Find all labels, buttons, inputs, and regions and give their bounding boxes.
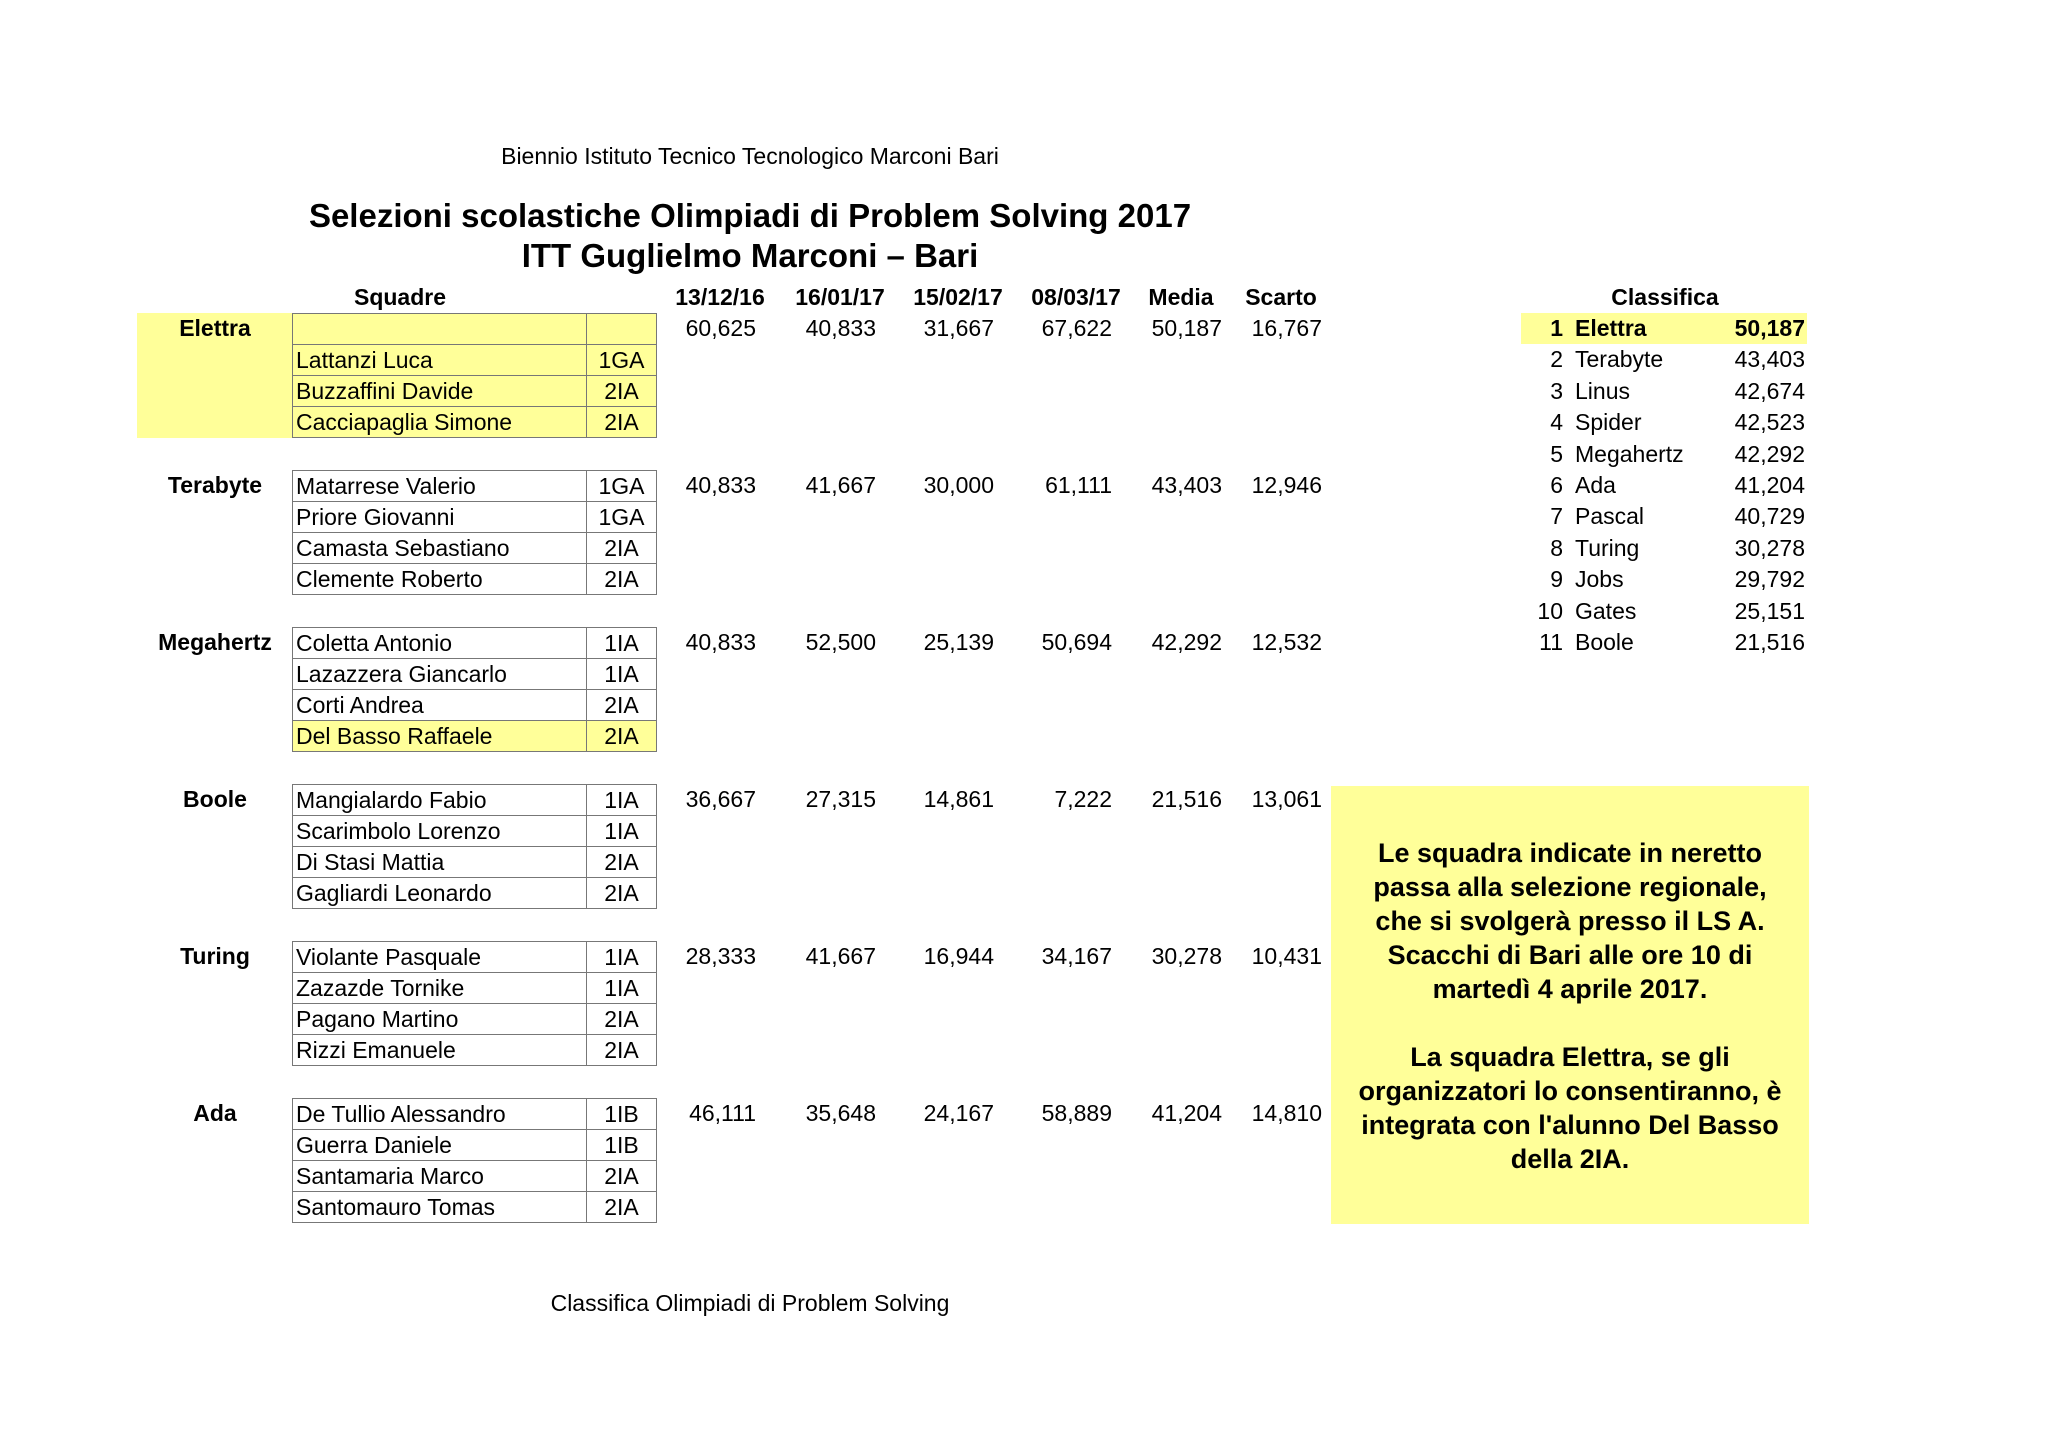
ranking-team: Pascal	[1575, 503, 1645, 530]
member-name: Del Basso Raffaele	[293, 721, 587, 752]
team-score: 34,167	[1041, 943, 1112, 969]
ranking-score: 21,516	[1734, 629, 1805, 655]
ranking-score: 25,151	[1734, 597, 1805, 624]
member-class: 1GA	[587, 471, 657, 502]
team-score: 30,000	[923, 472, 994, 498]
member-row	[293, 533, 657, 564]
member-name	[293, 314, 587, 345]
team-members-table	[292, 941, 657, 1066]
team-name: Turing	[180, 943, 250, 969]
member-name: Zazazde Tornike	[293, 973, 587, 1004]
team-score: 58,889	[1041, 1100, 1112, 1126]
team-score: 36,667	[685, 786, 756, 812]
member-name: Cacciapaglia Simone	[293, 407, 587, 438]
member-class: 1IB	[587, 1130, 657, 1161]
ranking-team: Megahertz	[1575, 440, 1684, 467]
member-row	[293, 1130, 657, 1161]
member-class: 2IA	[587, 533, 657, 564]
ranking-position: 11	[1539, 629, 1563, 655]
team-score: 46,111	[689, 1100, 756, 1126]
ranking-team: Jobs	[1575, 566, 1624, 593]
member-row	[293, 973, 657, 1004]
member-class: 1IA	[587, 973, 657, 1004]
member-name: Scarimbolo Lorenzo	[293, 816, 587, 847]
col-header-date-3: 15/02/17	[913, 284, 1003, 310]
team-name: Ada	[193, 1100, 237, 1126]
member-row	[293, 345, 657, 376]
member-class: 2IA	[587, 564, 657, 595]
member-class: 2IA	[587, 407, 657, 438]
team-score: 61,111	[1045, 472, 1112, 498]
member-row	[293, 847, 657, 878]
member-class: 1IA	[587, 785, 657, 816]
ranking-row	[1521, 501, 1807, 532]
team-score: 7,222	[1054, 786, 1112, 812]
team-scarto: 13,061	[1251, 786, 1322, 812]
team-score: 14,861	[923, 786, 994, 812]
team-score: 25,139	[923, 629, 994, 655]
team-score: 16,944	[923, 943, 994, 969]
note-paragraph-regional: Le squadra indicate in neretto passa alla selezione regionale, che si svolgerà presso il LS A. Scacchi di Bari alle ore 10 di martedì 4 aprile 2017.	[1373, 838, 1767, 1004]
col-header-date-2: 16/01/17	[795, 284, 885, 310]
ranking-score: 42,292	[1734, 440, 1805, 467]
page-subtitle: ITT Guglielmo Marconi – Bari	[521, 237, 979, 274]
member-row	[293, 628, 657, 659]
member-name: De Tullio Alessandro	[293, 1099, 587, 1130]
team-score: 40,833	[805, 315, 876, 341]
col-header-date-4: 08/03/17	[1031, 284, 1121, 310]
member-name: Priore Giovanni	[293, 502, 587, 533]
member-class: 2IA	[587, 721, 657, 752]
team-media: 21,516	[1151, 786, 1222, 812]
ranking-row	[1521, 470, 1807, 501]
member-name: Di Stasi Mattia	[293, 847, 587, 878]
member-class: 2IA	[587, 1192, 657, 1223]
member-name: Coletta Antonio	[293, 628, 587, 659]
ranking-row	[1521, 564, 1807, 595]
team-score: 52,500	[805, 629, 876, 655]
team-score: 50,694	[1041, 629, 1112, 655]
team-members-table	[292, 784, 657, 909]
member-name: Buzzaffini Davide	[293, 376, 587, 407]
team-scarto: 12,946	[1251, 472, 1322, 498]
member-row	[293, 376, 657, 407]
ranking-position: 9	[1550, 566, 1563, 593]
team-scarto: 14,810	[1251, 1100, 1322, 1126]
ranking-position: 8	[1550, 534, 1563, 561]
ranking-team: Boole	[1575, 629, 1634, 655]
member-name: Lazazzera Giancarlo	[293, 659, 587, 690]
ranking-position: 7	[1550, 503, 1563, 530]
member-row	[293, 942, 657, 973]
ranking-team: Elettra	[1575, 315, 1647, 341]
member-name: Pagano Martino	[293, 1004, 587, 1035]
team-score: 35,648	[805, 1100, 876, 1126]
member-row	[293, 314, 657, 345]
member-name: Santomauro Tomas	[293, 1192, 587, 1223]
member-class: 2IA	[587, 1035, 657, 1066]
team-scarto: 16,767	[1251, 315, 1322, 341]
member-class: 1GA	[587, 502, 657, 533]
ranking-position: 5	[1550, 440, 1563, 467]
member-name: Matarrese Valerio	[293, 471, 587, 502]
ranking-position: 3	[1550, 377, 1563, 404]
col-header-classifica: Classifica	[1611, 284, 1719, 310]
member-class: 2IA	[587, 1004, 657, 1035]
member-name: Clemente Roberto	[293, 564, 587, 595]
ranking-team: Gates	[1575, 597, 1637, 624]
member-row	[293, 1099, 657, 1130]
team-members-table	[292, 470, 657, 595]
member-name: Santamaria Marco	[293, 1161, 587, 1192]
team-media: 42,292	[1151, 629, 1222, 655]
member-row	[293, 1004, 657, 1035]
ranking-score: 42,523	[1734, 409, 1805, 436]
team-scarto: 10,431	[1251, 943, 1322, 969]
ranking-score: 29,792	[1734, 566, 1805, 593]
document-header: Biennio Istituto Tecnico Tecnologico Marconi Bari	[501, 143, 999, 169]
team-name: Terabyte	[167, 472, 263, 498]
team-score: 41,667	[805, 943, 876, 969]
col-header-media: Media	[1148, 284, 1214, 310]
team-media: 43,403	[1151, 472, 1222, 498]
member-row	[293, 690, 657, 721]
team-media: 50,187	[1151, 315, 1222, 341]
member-row	[293, 659, 657, 690]
team-scarto: 12,532	[1251, 629, 1322, 655]
member-name: Gagliardi Leonardo	[293, 878, 587, 909]
member-class: 2IA	[587, 847, 657, 878]
team-score: 24,167	[923, 1100, 994, 1126]
member-class: 1IA	[587, 942, 657, 973]
member-row	[293, 1161, 657, 1192]
ranking-row	[1521, 627, 1807, 658]
team-members-table	[292, 627, 657, 752]
ranking-team: Ada	[1575, 472, 1616, 498]
member-class: 2IA	[587, 878, 657, 909]
note-paragraph-elettra: La squadra Elettra, se gli organizzatori lo consentiranno, è integrata con l'alunno Del Basso della 2IA.	[1358, 1042, 1782, 1174]
member-row	[293, 721, 657, 752]
member-name: Camasta Sebastiano	[293, 533, 587, 564]
col-header-scarto: Scarto	[1245, 284, 1317, 310]
member-class: 1IA	[587, 659, 657, 690]
team-score: 40,833	[685, 472, 756, 498]
team-members-table	[292, 1098, 657, 1223]
member-row	[293, 816, 657, 847]
page-title: Selezioni scolastiche Olimpiadi di Problem Solving 2017	[308, 197, 1192, 234]
selection-note	[1331, 786, 1809, 1224]
ranking-score: 41,204	[1734, 472, 1805, 498]
member-class: 1IB	[587, 1099, 657, 1130]
member-class: 1IA	[587, 628, 657, 659]
member-class: 1IA	[587, 816, 657, 847]
team-name: Elettra	[179, 315, 251, 341]
team-members-table	[292, 313, 657, 438]
team-name: Megahertz	[158, 629, 272, 655]
team-score: 67,622	[1041, 315, 1112, 341]
ranking-row	[1521, 533, 1807, 564]
member-row	[293, 407, 657, 438]
member-row	[293, 502, 657, 533]
ranking-position: 6	[1550, 472, 1563, 498]
member-row	[293, 1035, 657, 1066]
ranking-position: 10	[1537, 597, 1563, 624]
member-name: Corti Andrea	[293, 690, 587, 721]
document-footer: Classifica Olimpiadi di Problem Solving	[550, 1290, 950, 1316]
member-row	[293, 878, 657, 909]
ranking-position: 1	[1550, 315, 1563, 341]
ranking-score: 40,729	[1734, 503, 1805, 530]
col-header-date-1: 13/12/16	[675, 284, 765, 310]
team-media: 30,278	[1151, 943, 1222, 969]
team-score: 40,833	[685, 629, 756, 655]
team-score: 41,667	[805, 472, 876, 498]
member-class: 2IA	[587, 376, 657, 407]
col-header-squadre: Squadre	[353, 284, 447, 310]
ranking-team: Turing	[1575, 534, 1640, 561]
member-name: Lattanzi Luca	[293, 345, 587, 376]
team-score: 28,333	[685, 943, 756, 969]
member-row	[293, 564, 657, 595]
ranking-score: 50,187	[1734, 315, 1805, 341]
team-score: 60,625	[685, 315, 756, 341]
ranking-score: 42,674	[1734, 377, 1805, 404]
member-class: 2IA	[587, 690, 657, 721]
member-name: Guerra Daniele	[293, 1130, 587, 1161]
ranking-team: Terabyte	[1575, 346, 1664, 373]
member-row	[293, 1192, 657, 1223]
member-class: 2IA	[587, 1161, 657, 1192]
member-class: 1GA	[587, 345, 657, 376]
ranking-row	[1521, 313, 1807, 344]
ranking-row	[1521, 439, 1807, 470]
ranking-team: Linus	[1575, 377, 1630, 404]
ranking-score: 30,278	[1734, 534, 1805, 561]
ranking-team: Spider	[1575, 409, 1642, 436]
member-name: Rizzi Emanuele	[293, 1035, 587, 1066]
member-name: Violante Pasquale	[293, 942, 587, 973]
member-row	[293, 471, 657, 502]
team-score: 27,315	[805, 786, 876, 812]
team-media: 41,204	[1151, 1100, 1222, 1126]
ranking-position: 4	[1550, 409, 1563, 436]
team-score: 31,667	[923, 315, 994, 341]
team-name: Boole	[183, 786, 247, 812]
member-name: Mangialardo Fabio	[293, 785, 587, 816]
ranking-row	[1521, 596, 1807, 627]
ranking-row	[1521, 407, 1807, 438]
ranking-row	[1521, 376, 1807, 407]
ranking-row	[1521, 344, 1807, 375]
member-row	[293, 785, 657, 816]
member-class	[587, 314, 657, 345]
ranking-position: 2	[1550, 346, 1563, 373]
ranking-score: 43,403	[1734, 346, 1805, 373]
